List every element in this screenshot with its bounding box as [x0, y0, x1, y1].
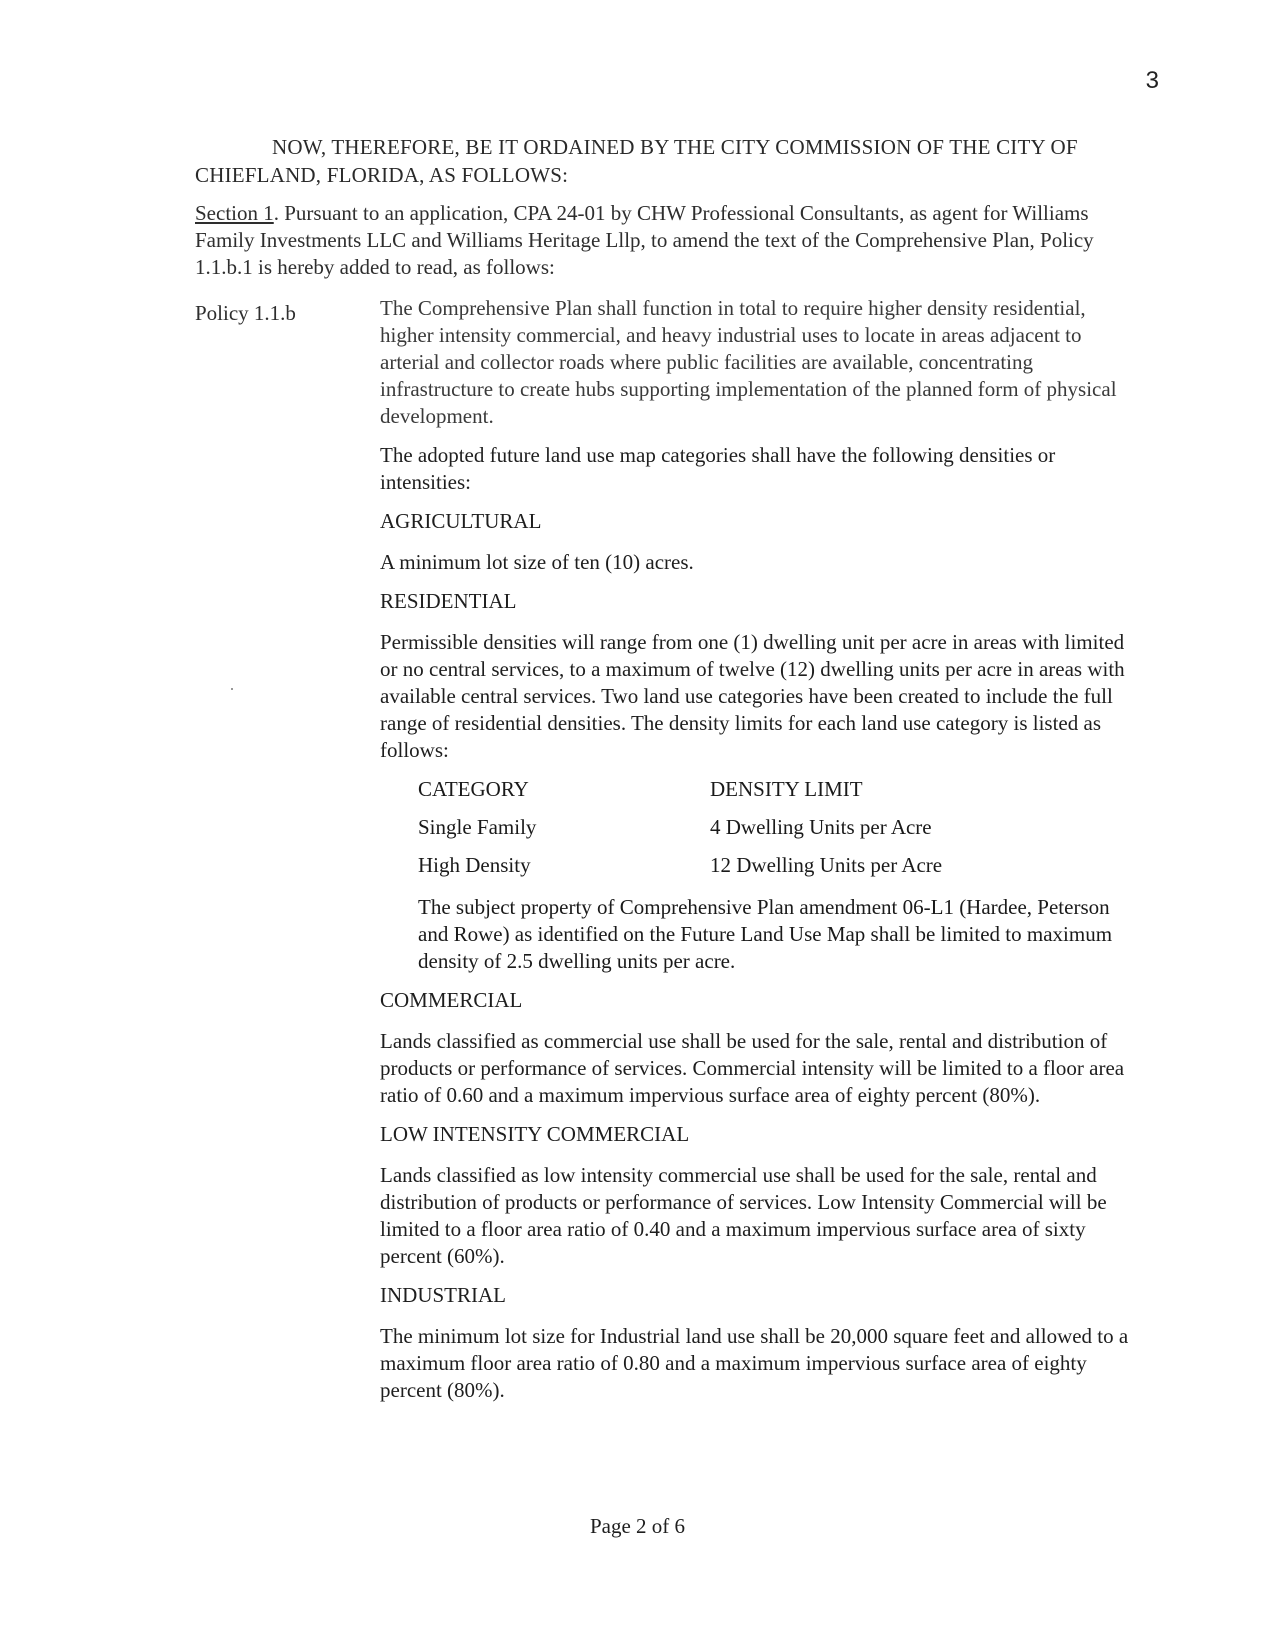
scan-speck [231, 688, 233, 690]
subject-property-text: The subject property of Comprehensive Plan amendment 06-L1 (Hardee, Peterson and Rowe) as identified on the Future Land Use Map shall be limited to maximum density of 2.5 dwelling units per acre. [418, 895, 1113, 973]
page-number-top: 3 [1145, 67, 1159, 94]
ordain-line-2: CHIEFLAND, FLORIDA, AS FOLLOWS: [195, 163, 569, 187]
policy-label: Policy 1.1.b [195, 301, 296, 325]
industrial-heading: INDUSTRIAL [380, 1283, 506, 1307]
policy-body [380, 295, 1140, 1416]
industrial-text: The minimum lot size for Industrial land use shall be 20,000 square feet and allowed to a maximum floor area ratio of 0.80 and a maximum impervious surface area of eighty percent (80%). [380, 1324, 1129, 1402]
commercial-text: Lands classified as commercial use shall be used for the sale, rental and distribution of products or performance of services. Commercial intensity will be limited to a floor area ratio of 0.60 and a maximum impervious surface area of eighty percent (80%). [380, 1029, 1125, 1107]
low-intensity-commercial-heading: LOW INTENSITY COMMERCIAL [380, 1122, 690, 1146]
residential-text: Permissible densities will range from one (1) dwelling unit per acre in areas with limited or no central services, to a maximum of twelve (12) dwelling units per acre in areas with available central services. Two land use categories have been created to include the full range of residential densities. The density limits for each land use category is listed as follows: [380, 630, 1125, 762]
commercial-heading: COMMERCIAL [380, 988, 523, 1012]
density-category-cell: Single Family [418, 815, 537, 839]
residential-heading: RESIDENTIAL [380, 589, 517, 613]
page-footer: Page 2 of 6 [589, 1514, 686, 1538]
density-table [418, 776, 942, 890]
section-1-text: . Pursuant to an application, CPA 24-01 by CHW Professional Consultants, as agent for Williams Family Investments LLC and Williams Heritage Lllp, to amend the text of the Comprehensive Plan, Policy 1.1.b.1 is hereby added to read, as follows: [195, 201, 1094, 279]
density-limit-cell: 4 Dwelling Units per Acre [710, 815, 932, 839]
agricultural-text: A minimum lot size of ten (10) acres. [380, 550, 694, 574]
density-limit-cell: 12 Dwelling Units per Acre [710, 853, 943, 877]
density-table-header-row [418, 776, 942, 814]
table-row [418, 852, 942, 890]
ordain-statement [195, 133, 1155, 189]
density-table-header-limit: DENSITY LIMIT [710, 777, 863, 801]
density-category-cell: High Density [418, 853, 531, 877]
table-row [418, 814, 942, 852]
section-1-label: Section 1 [195, 201, 274, 225]
ordain-line-1: NOW, THEREFORE, BE IT ORDAINED BY THE CITY COMMISSION OF THE CITY OF [272, 135, 1078, 159]
section-1-paragraph [195, 200, 1095, 281]
density-table-header-category: CATEGORY [418, 777, 529, 801]
policy-adopted-categories: The adopted future land use map categories shall have the following densities or intensities: [380, 443, 1056, 494]
policy-intro: The Comprehensive Plan shall function in total to require higher density residential, higher intensity commercial, and heavy industrial uses to locate in areas adjacent to arterial and collector roads where public facilities are available, concentrating infrastructure to create hubs supporting implementation of the planned form of physical development. [380, 296, 1117, 428]
low-intensity-commercial-text: Lands classified as low intensity commercial use shall be used for the sale, rental and distribution of products or performance of services. Low Intensity Commercial will be limited to a floor area ratio of 0.40 and a maximum impervious surface area of sixty percent (60%). [380, 1163, 1107, 1268]
agricultural-heading: AGRICULTURAL [380, 509, 542, 533]
